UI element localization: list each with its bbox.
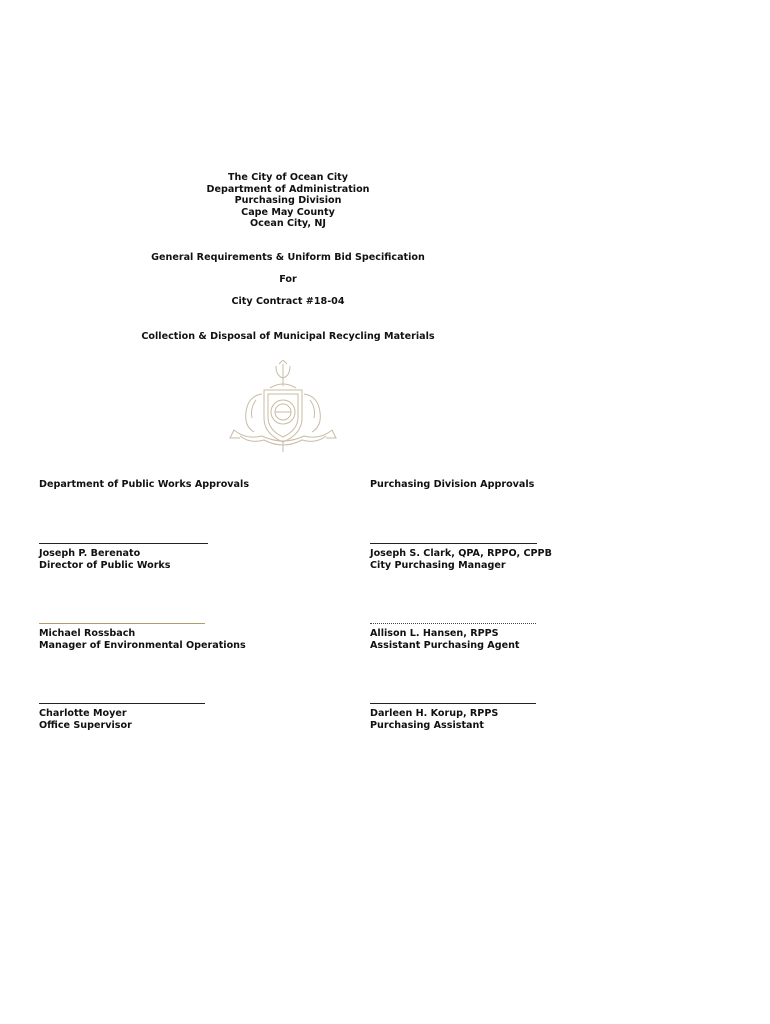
header-department: Department of Administration — [206, 183, 370, 195]
header-division: Purchasing Division — [234, 195, 342, 206]
signer-name: Charlotte Moyer — [39, 708, 127, 719]
signer-title: Assistant Purchasing Agent — [370, 639, 520, 651]
signature-block-korup — [370, 703, 536, 731]
spec-title: General Requirements & Uniform Bid Specification — [151, 252, 425, 263]
signature-line — [39, 623, 205, 624]
purchasing-approvals-heading: Purchasing Division Approvals — [370, 479, 535, 490]
signer-name: Michael Rossbach — [39, 628, 136, 639]
signature-line — [370, 703, 536, 704]
signature-line — [370, 623, 536, 624]
city-header — [0, 172, 576, 230]
signature-block-berenato — [39, 543, 208, 571]
signature-block-hansen — [370, 623, 536, 651]
city-seal-icon — [226, 360, 340, 454]
header-county: Cape May County — [241, 206, 335, 218]
header-location: Ocean City, NJ — [250, 218, 326, 229]
signer-name: Allison L. Hansen, RPPS — [370, 628, 499, 639]
signer-title: City Purchasing Manager — [370, 559, 506, 571]
signer-title: Purchasing Assistant — [370, 719, 484, 731]
signer-name: Darleen H. Korup, RPPS — [370, 708, 499, 719]
signature-line — [39, 543, 208, 544]
signer-title: Office Supervisor — [39, 719, 132, 731]
signer-name: Joseph P. Berenato — [39, 548, 141, 559]
signer-title: Director of Public Works — [39, 559, 171, 571]
project-title: Collection & Disposal of Municipal Recycling Materials — [141, 331, 435, 342]
signer-title: Manager of Environmental Operations — [39, 639, 246, 651]
contract-number: City Contract #18-04 — [231, 296, 345, 307]
header-city-name: The City of Ocean City — [228, 172, 348, 183]
signature-line — [370, 543, 537, 544]
public-works-approvals-heading: Department of Public Works Approvals — [39, 479, 250, 490]
signature-block-rossbach — [39, 623, 246, 651]
signature-block-clark — [370, 543, 552, 571]
signature-line — [39, 703, 205, 704]
signature-block-moyer — [39, 703, 205, 731]
signer-name: Joseph S. Clark, QPA, RPPO, CPPB — [370, 548, 552, 559]
spec-for: For — [279, 274, 297, 285]
